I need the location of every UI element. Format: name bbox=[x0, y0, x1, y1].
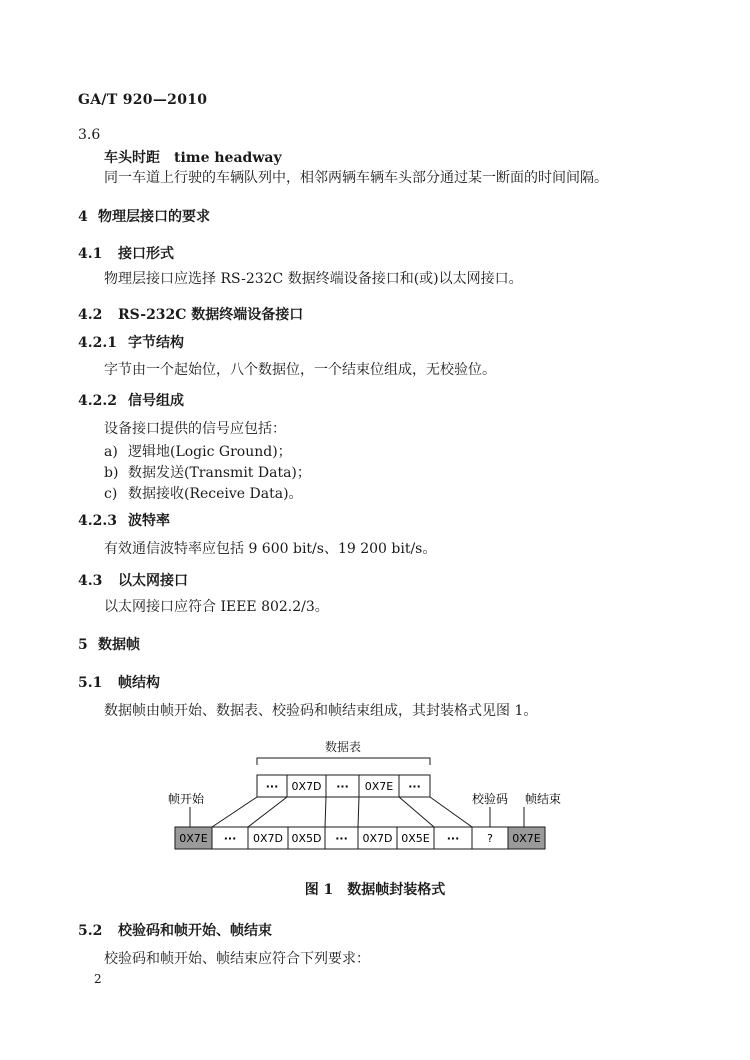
page-number: 2 bbox=[94, 972, 102, 986]
section-4-title: 物理层接口的要求 bbox=[98, 209, 210, 225]
section-5-heading bbox=[78, 634, 140, 654]
list-item bbox=[104, 483, 303, 503]
top-cell: ··· bbox=[336, 780, 349, 793]
section-4-2-heading bbox=[78, 304, 303, 324]
section-4-2-1-number: 4.2.1 bbox=[78, 335, 117, 351]
section-4-heading bbox=[78, 206, 210, 226]
label-frame-end: 帧结束 bbox=[524, 792, 562, 806]
section-4-2-3-body: 有效通信波特率应包括 9 600 bit/s、19 200 bit/s。 bbox=[104, 541, 437, 557]
section-4-2-3-heading bbox=[78, 510, 170, 530]
list-item-text: 数据发送(Transmit Data)； bbox=[128, 465, 311, 481]
label-checksum: 校验码 bbox=[471, 792, 509, 806]
section-4-2-2-number: 4.2.2 bbox=[78, 393, 117, 409]
section-4-2-number: 4.2 bbox=[78, 307, 103, 323]
section-4-2-1-title: 字节结构 bbox=[128, 335, 184, 351]
list-item-label: a) bbox=[104, 444, 118, 460]
figure-caption: 图 1 数据帧封装格式 bbox=[304, 882, 446, 898]
section-5-1-number: 5.1 bbox=[78, 675, 103, 691]
section-4-1-body: 物理层接口应选择 RS-232C 数据终端设备接口和(或)以太网接口。 bbox=[104, 271, 523, 287]
term-definition: 同一车道上行驶的车辆队列中，相邻两辆车辆车头部分通过某一断面的时间间隔。 bbox=[104, 170, 608, 186]
data-table-brace bbox=[257, 758, 430, 765]
bottom-cell: ? bbox=[487, 832, 493, 845]
top-cell: 0X7D bbox=[291, 780, 322, 793]
section-5-2-body: 校验码和帧开始、帧结束应符合下列要求： bbox=[104, 951, 370, 967]
section-4-1-title: 接口形式 bbox=[118, 246, 174, 262]
section-5-1-body: 数据帧由帧开始、数据表、校验码和帧结束组成，其封装格式见图 1。 bbox=[104, 703, 538, 719]
top-cell: ··· bbox=[265, 780, 279, 793]
section-4-number: 4 bbox=[78, 209, 88, 225]
section-4-2-1-heading bbox=[78, 332, 184, 352]
section-5-1-heading bbox=[78, 672, 160, 692]
bottom-cell: 0X5D bbox=[291, 832, 322, 845]
label-data-table: 数据表 bbox=[324, 740, 362, 754]
section-5-1-title: 帧结构 bbox=[118, 675, 160, 691]
top-cell: ··· bbox=[408, 780, 421, 793]
section-4-2-3-title: 波特率 bbox=[128, 513, 170, 529]
section-5-2-number: 5.2 bbox=[78, 923, 103, 939]
section-4-1-heading bbox=[78, 243, 174, 263]
top-cell: 0X7E bbox=[364, 780, 394, 793]
document-code: GA/T 920—2010 bbox=[78, 92, 208, 108]
bottom-cell: 0X7E bbox=[512, 832, 541, 845]
section-4-3-heading bbox=[78, 570, 188, 590]
section-4-3-number: 4.3 bbox=[78, 573, 103, 589]
section-4-1-number: 4.1 bbox=[78, 246, 103, 262]
term-chinese: 车头时距 bbox=[104, 150, 160, 166]
list-item-label: b) bbox=[104, 465, 119, 481]
bottom-cell: ··· bbox=[446, 832, 460, 845]
bottom-cell: 0X5E bbox=[401, 832, 430, 845]
list-item bbox=[104, 441, 292, 461]
section-4-3-body: 以太网接口应符合 IEEE 802.2/3。 bbox=[104, 599, 329, 615]
term-entry bbox=[104, 147, 282, 167]
section-4-2-2-title: 信号组成 bbox=[128, 393, 184, 409]
bottom-row bbox=[175, 827, 545, 849]
section-4-3-title: 以太网接口 bbox=[118, 573, 188, 589]
section-4-2-3-number: 4.2.3 bbox=[78, 513, 117, 529]
bottom-cell: 0X7D bbox=[362, 832, 393, 845]
list-item-text: 数据接收(Receive Data)。 bbox=[128, 486, 303, 502]
list-item bbox=[104, 462, 311, 482]
frame-format-diagram bbox=[0, 735, 750, 855]
section-4-2-2-heading bbox=[78, 390, 184, 410]
bottom-cell: 0X7E bbox=[179, 832, 208, 845]
section-4-2-1-body: 字节由一个起始位，八个数据位，一个结束位组成，无校验位。 bbox=[104, 362, 496, 378]
section-4-2-title: RS-232C 数据终端设备接口 bbox=[118, 307, 304, 323]
section-4-2-2-intro: 设备接口提供的信号应包括： bbox=[104, 421, 286, 437]
section-5-2-heading bbox=[78, 920, 272, 940]
bottom-cell: ··· bbox=[335, 832, 348, 845]
bottom-cell: ··· bbox=[223, 832, 237, 845]
section-3-6-number: 3.6 bbox=[78, 127, 101, 143]
bottom-cell: 0X7D bbox=[252, 832, 284, 845]
label-frame-start: 帧开始 bbox=[167, 792, 205, 806]
list-item-label: c) bbox=[104, 486, 118, 502]
top-row bbox=[257, 775, 430, 797]
term-english: time headway bbox=[174, 150, 282, 166]
section-5-number: 5 bbox=[78, 637, 88, 653]
section-5-2-title: 校验码和帧开始、帧结束 bbox=[118, 923, 272, 939]
list-item-text: 逻辑地(Logic Ground)； bbox=[128, 444, 292, 460]
section-5-title: 数据帧 bbox=[98, 637, 140, 653]
